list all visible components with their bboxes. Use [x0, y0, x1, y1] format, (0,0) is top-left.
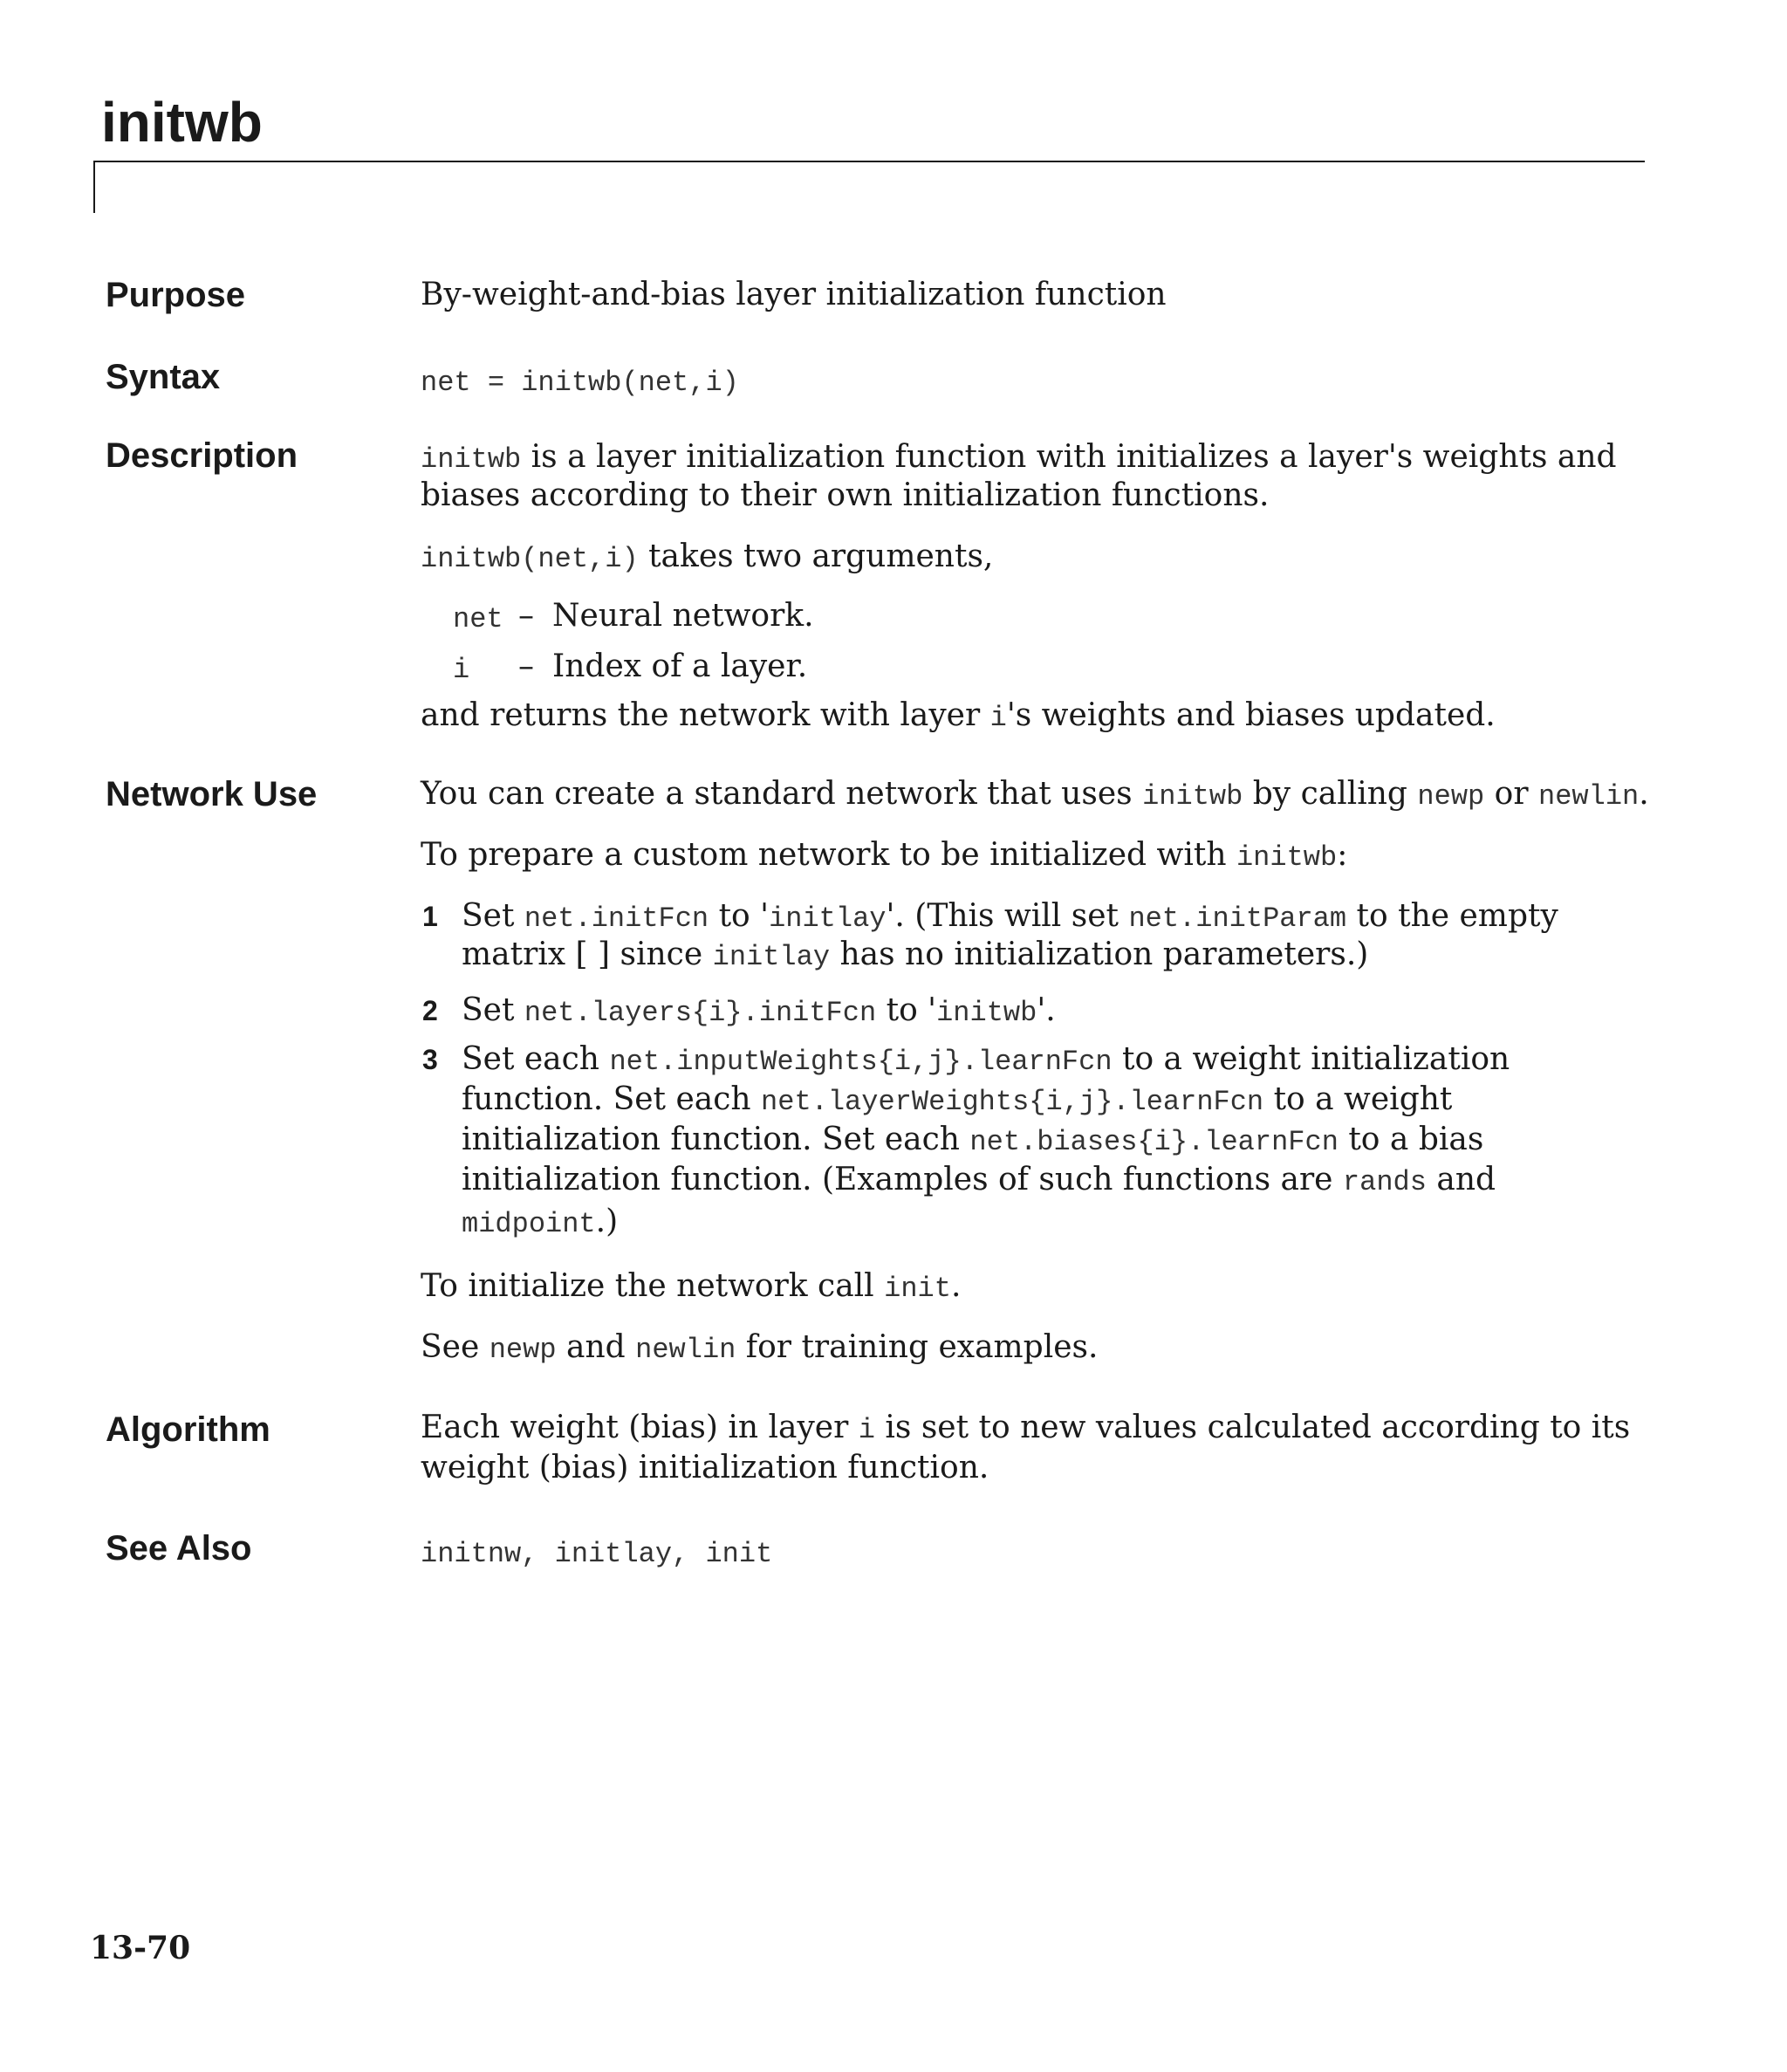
step-3-number: 3: [422, 1044, 438, 1075]
algorithm-label: Algorithm: [106, 1410, 270, 1449]
description-line-3: initwb(net,i) takes two arguments,: [421, 539, 994, 575]
arg-desc-net: Neural network.: [552, 598, 814, 634]
description-line-1: initwb is a layer initialization function with initializes a layer's weights and: [421, 439, 1617, 476]
step-1-line-1: Set net.initFcn to 'initlay'. (This will set net.initParam to the empty: [462, 898, 1558, 935]
arg-desc-i: Index of a layer.: [552, 648, 808, 684]
network-use-p2: To prepare a custom network to be initialized with initwb:: [421, 837, 1348, 874]
syntax-label: Syntax: [106, 358, 221, 396]
syntax-code: net = initwb(net,i): [421, 367, 739, 399]
step-3-line-4: initialization function. (Examples of such functions are rands and: [462, 1162, 1496, 1198]
network-use-p4: See newp and newlin for training examples.: [421, 1329, 1099, 1366]
arg-dash-net: –: [518, 598, 534, 634]
arg-dash-i: –: [518, 648, 534, 684]
header-rule-tick: [93, 161, 95, 213]
arg-name-i: i: [453, 654, 470, 686]
purpose-text: By-weight-and-bias layer initialization function: [421, 277, 1167, 312]
step-1-number: 1: [422, 901, 438, 932]
step-2-line: Set net.layers{i}.initFcn to 'initwb'.: [462, 992, 1056, 1029]
arg-name-net: net: [453, 603, 503, 635]
step-3-line-3: initialization function. Set each net.biases{i}.learnFcn to a bias: [462, 1122, 1484, 1158]
header-rule: [93, 161, 1645, 162]
step-2-number: 2: [422, 995, 438, 1026]
algorithm-line-1: Each weight (bias) in layer i is set to new values calculated according to its: [421, 1410, 1631, 1446]
description-line-4: and returns the network with layer i's weights and biases updated.: [421, 697, 1496, 734]
description-label: Description: [106, 436, 298, 475]
description-line-2: biases according to their own initialization functions.: [421, 477, 1270, 513]
page-title: initwb: [101, 91, 263, 154]
step-1-line-2: matrix [ ] since initlay has no initialization parameters.): [462, 937, 1369, 973]
page-number: 13-70: [90, 1930, 191, 1966]
see-also-label: See Also: [106, 1529, 252, 1568]
purpose-label: Purpose: [106, 276, 246, 314]
network-use-p3: To initialize the network call init.: [421, 1268, 962, 1305]
see-also-links: initnw, initlay, init: [421, 1538, 773, 1570]
algorithm-line-2: weight (bias) initialization function.: [421, 1450, 989, 1485]
step-3-line-2: function. Set each net.layerWeights{i,j}.learnFcn to a weight: [462, 1081, 1453, 1118]
network-use-label: Network Use: [106, 775, 318, 813]
network-use-p1: You can create a standard network that uses initwb by calling newp or newlin.: [421, 776, 1649, 813]
step-3-line-1: Set each net.inputWeights{i,j}.learnFcn to a weight initialization: [462, 1041, 1510, 1078]
step-3-line-5: midpoint.): [462, 1204, 619, 1240]
